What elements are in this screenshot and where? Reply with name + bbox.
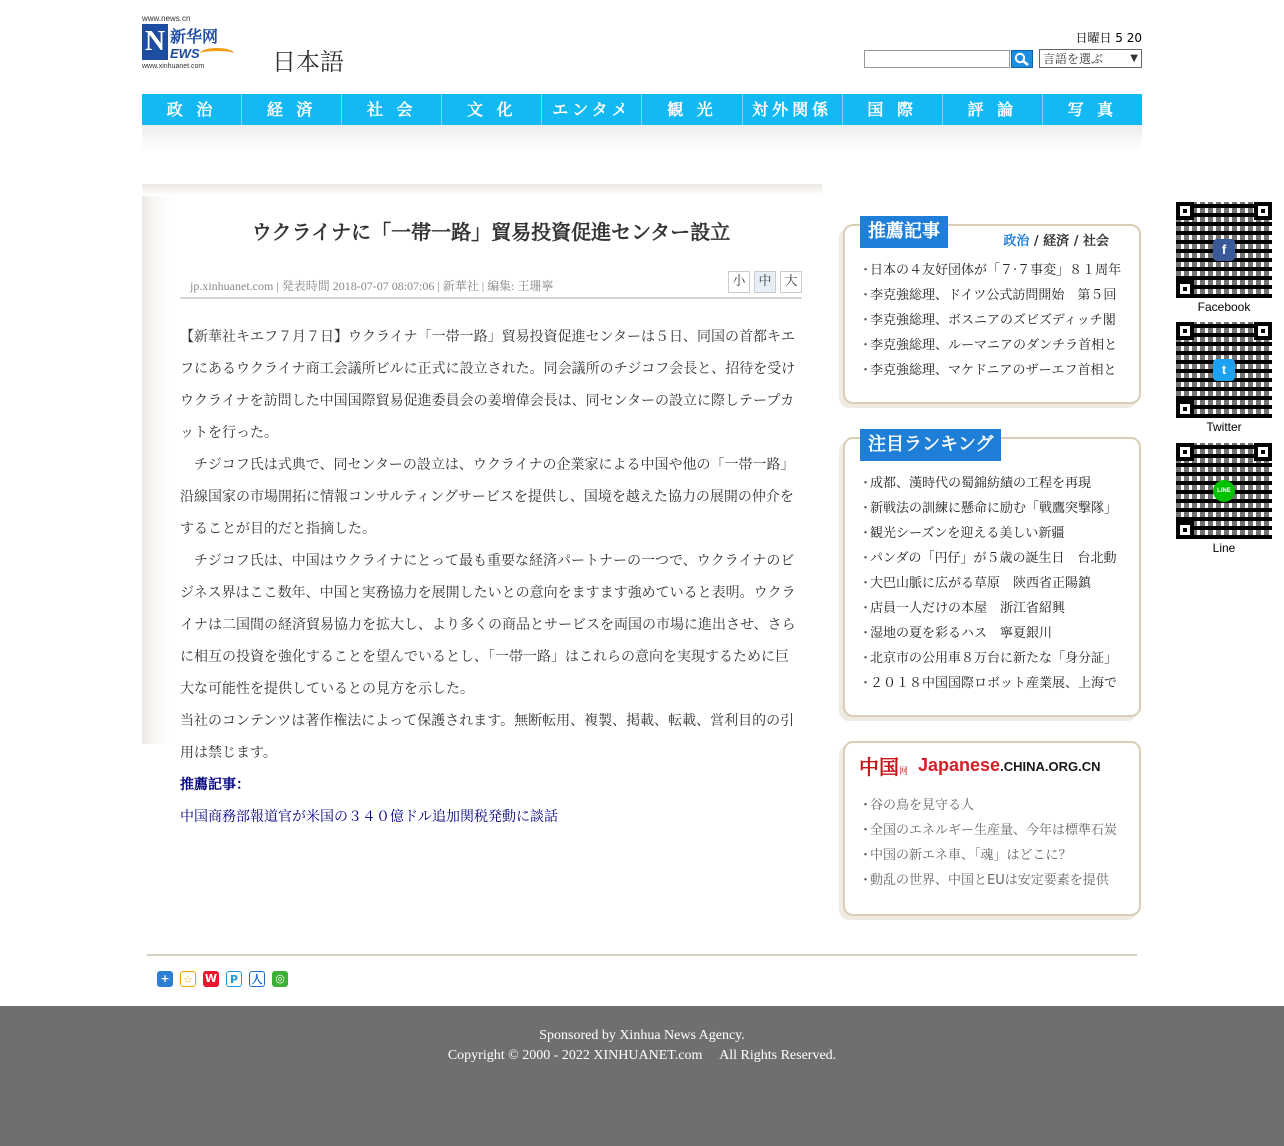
recommended-tabs: 政治 / 経済 / 社会 xyxy=(1003,234,1109,249)
ranking-heading: 注目ランキング xyxy=(860,429,1001,461)
tab-society[interactable]: 社会 xyxy=(1082,234,1109,249)
main-nav xyxy=(142,94,1142,125)
qr-twitter[interactable] xyxy=(1176,322,1272,434)
nav-item-foreign-relations[interactable]: 対外関係 xyxy=(743,94,843,125)
date-display: 日曜日 5 20 xyxy=(1075,31,1142,45)
article-paragraph: チジコフ氏は、中国はウクライナにとって最も重要な経済パートナーの一つで、ウクライナのビジネス界はここ数年、中国と実務協力を展開したいとの意向をますます強めていると表明。ウクライナは二国間の経済貿易協力を拡大し、より多くの商品とサービスを両国の市場に進出させ、さらに相互の投資を強化することを望んでいるとし、「一帯一路」はこれらの意向を実現するために巨大な可能性を提供しているとの見方を示した。 xyxy=(180,553,796,697)
footer-copyright: Copyright © 2000 - 2022 XINHUANET.com All Rights Reserved. xyxy=(447,1048,837,1063)
list-item[interactable]: ・ 湿地の夏を彩るハス 寧夏銀川 xyxy=(859,621,1125,646)
logo-ews-text: EWS xyxy=(170,46,200,61)
nav-item-politics[interactable]: 政 治 xyxy=(142,94,242,125)
site-header xyxy=(142,14,1142,84)
recommended-article-link[interactable]: 中国商務部報道官が米国の３４０億ドル追加関税発動に談話 xyxy=(180,809,558,825)
language-select-value: 言語を選ぶ xyxy=(1043,52,1104,66)
nav-item-culture[interactable]: 文 化 xyxy=(442,94,542,125)
recommended-heading: 推薦記事 xyxy=(860,216,948,248)
font-size-large-button[interactable]: 大 xyxy=(780,271,802,293)
logo-swoosh-icon xyxy=(200,48,234,59)
china-org-mark-sub: 网 xyxy=(899,767,909,777)
list-item[interactable]: ・ 中国の新エネ車、「魂」はどこに？ xyxy=(859,843,1125,868)
font-size-controls xyxy=(728,271,802,293)
nav-item-entertainment[interactable]: エンタメ xyxy=(542,94,642,125)
share-bar xyxy=(157,971,288,987)
qr-code-icon xyxy=(1176,202,1272,298)
renren-icon[interactable]: 人 xyxy=(249,971,265,987)
tab-economy[interactable]: 経済 xyxy=(1043,234,1070,249)
twitter-icon: t xyxy=(1213,359,1235,381)
font-size-small-button[interactable]: 小 xyxy=(728,271,750,293)
search-button[interactable] xyxy=(1011,50,1033,68)
china-org-logo[interactable] xyxy=(859,751,1100,780)
qzone-star-icon[interactable]: ☆ xyxy=(180,971,196,987)
recommended-list xyxy=(859,258,1125,383)
list-item[interactable]: ・ 谷の鳥を見守る人 xyxy=(859,793,1125,818)
list-item[interactable]: ・ 日本の４友好団体が「７·７事変」８１周年 xyxy=(859,258,1125,283)
logo-url-bottom: www.xinhuanet.com xyxy=(142,63,205,70)
article-paragraph: チジコフ氏は式典で、同センターの設立は、ウクライナの企業家による中国や他の「一帯一路」沿線国家の市場開拓に情報コンサルティングサービスを提供し、国境を越えた協力の展開の仲介をすることが目的だと指摘した。 xyxy=(180,457,795,537)
nav-item-photos[interactable]: 写 真 xyxy=(1067,100,1118,119)
nav-item-international[interactable]: 国 際 xyxy=(843,94,943,125)
china-org-mark: 中国 xyxy=(859,755,899,779)
language-select[interactable] xyxy=(1039,49,1142,68)
wechat-icon[interactable]: ◎ xyxy=(272,971,288,987)
qr-label: Line xyxy=(1212,541,1236,555)
list-item[interactable]: ・ パンダの「円仔」が５歳の誕生日 台北動 xyxy=(859,546,1125,571)
chevron-down-icon: ▼ xyxy=(1130,53,1138,64)
list-item[interactable]: ・ 李克強総理、ルーマニアのダンチラ首相と xyxy=(859,333,1125,358)
share-divider xyxy=(147,954,1137,956)
ranking-panel xyxy=(843,434,1141,717)
qr-label: Facebook xyxy=(1197,300,1251,314)
logo-n-letter: N xyxy=(142,24,168,60)
list-item[interactable]: ・ 北京市の公用車８万台に新たな「身分証」 xyxy=(859,646,1125,671)
qr-code-icon xyxy=(1176,443,1272,539)
logo-url-top: www.news.cn xyxy=(142,14,191,23)
list-item[interactable]: ・ 李克強総理、マケドニアのザーエフ首相と xyxy=(859,358,1125,383)
weibo-icon[interactable]: W xyxy=(204,972,218,985)
list-item[interactable]: ・ 李克強総理、ボスニアのズビズディッチ閣 xyxy=(859,308,1125,333)
article xyxy=(180,210,802,833)
china-org-logo-main: Japanese xyxy=(918,755,1001,775)
article-background-top xyxy=(142,184,822,196)
nav-item-commentary[interactable]: 評 論 xyxy=(943,94,1043,125)
list-item[interactable]: ・ 全国のエネルギー生産量、今年は標準石炭 xyxy=(859,818,1125,843)
nav-item-tourism[interactable]: 観 光 xyxy=(642,94,742,125)
recommended-label: 推薦記事： xyxy=(180,777,250,793)
language-title: 日本語 xyxy=(272,48,344,76)
list-item[interactable]: ・ 成都、漢時代の蜀錦紡績の工程を再現 xyxy=(859,471,1125,496)
nav-item-society[interactable]: 社 会 xyxy=(342,94,442,125)
qr-code-icon xyxy=(1176,322,1272,418)
facebook-icon: f xyxy=(1213,239,1235,261)
qr-line[interactable] xyxy=(1176,443,1272,555)
china-org-list xyxy=(859,793,1125,893)
recommended-panel xyxy=(843,221,1141,404)
article-body xyxy=(180,321,802,833)
list-item[interactable]: ・ ２０１８中国国際ロボット産業展、上海で xyxy=(859,671,1125,696)
qr-label: Twitter xyxy=(1206,420,1242,434)
list-item[interactable]: ・ 新戦法の訓練に懸命に励む「戦鷹突撃隊」 xyxy=(859,496,1125,521)
list-item[interactable]: ・ 大巴山脈に広がる草原 陝西省正陽鎮 xyxy=(859,571,1125,596)
list-item[interactable]: ・ 店員一人だけの本屋 浙江省紹興 xyxy=(859,596,1125,621)
search-icon xyxy=(1014,52,1030,66)
china-org-logo-domain: .CHINA.ORG.CN xyxy=(1000,759,1101,774)
site-footer xyxy=(0,1006,1284,1146)
font-size-medium-button[interactable]: 中 xyxy=(754,271,776,293)
xinhua-logo[interactable] xyxy=(142,14,234,74)
search-input[interactable] xyxy=(864,50,1010,68)
article-meta xyxy=(180,271,802,299)
logo-xinhua-text: 新华网 xyxy=(170,27,219,46)
nav-item-economy[interactable]: 経 済 xyxy=(242,94,342,125)
plus-icon[interactable]: + xyxy=(157,971,173,987)
tab-politics[interactable]: 政治 xyxy=(1003,234,1030,249)
list-item[interactable]: ・ 観光シーズンを迎える美しい新疆 xyxy=(859,521,1125,546)
article-meta-text: jp.xinhuanet.com | 発表時間 2018-07-07 08:07:06 | 新華社 | 編集: 王珊寧 xyxy=(190,279,554,293)
copyright-notice: 当社のコンテンツは著作権法によって保護されます。無断転用、複製、掲載、転載、営利目的の引用は禁じます。 xyxy=(180,713,795,761)
article-paragraph: 【新華社キエフ７月７日】ウクライナ「一帯一路」貿易投資促進センターは５日、同国の首都キエフにあるウクライナ商工会議所ビルに正式に設立された。同会議所のチジコフ会長と、招待を受けウクライナを訪問した中国国際貿易促進委員会の姜増偉会長は、同センターの設立に際しテープカットを行った。 xyxy=(180,329,796,441)
nav-shadow xyxy=(142,125,1142,151)
china-org-panel xyxy=(843,741,1141,916)
qr-facebook[interactable] xyxy=(1176,202,1272,314)
ranking-list xyxy=(859,471,1125,696)
line-icon: LINE xyxy=(1213,480,1235,502)
article-title: ウクライナに「一帯一路」貿易投資促進センター設立 xyxy=(251,220,731,244)
footer-sponsor: Sponsored by Xinhua News Agency. xyxy=(539,1028,745,1043)
tencent-icon[interactable]: P xyxy=(226,971,242,987)
list-item[interactable]: ・ 動乱の世界、中国とEUは安定要素を提供 xyxy=(859,868,1125,893)
list-item[interactable]: ・ 李克強総理、ドイツ公式訪問開始 第５回 xyxy=(859,283,1125,308)
